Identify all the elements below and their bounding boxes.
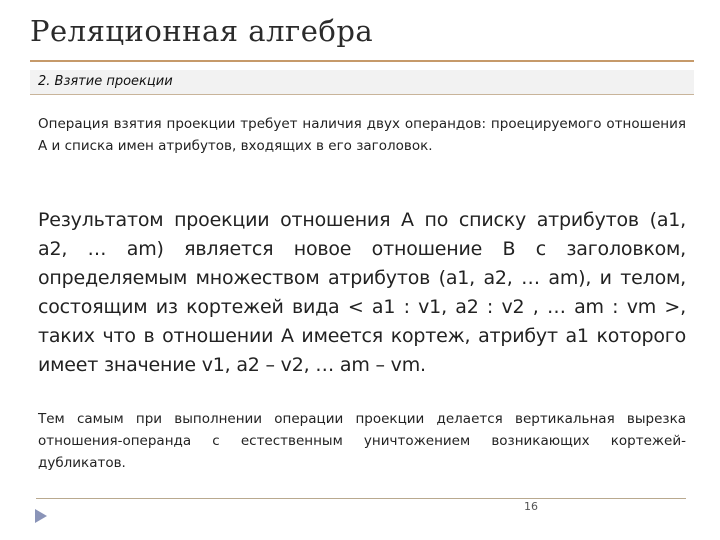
nav-triangle-icon <box>34 508 48 524</box>
paragraph-projection-result: Результатом проекции отношения A по списку атрибутов (a1, a2, … am) является новое отношение B с заголовком, определяемым множеством атрибутов (a1, a2, … am), и телом, состоящим из кортежей вида < a1 : v1, a2 : v2 , … am : vm >, таких что в отношении A имеется кортеж, атрибут a1 которого имеет значение v1, a2 – v2, … am – vm. <box>38 209 686 376</box>
paragraph-vertical-cut: Тем самым при выполнении операции проекции делается вертикальная вырезка отношения-операнда с естественным уничтожением возникающих кортежей-дубликатов. <box>38 411 686 471</box>
page-number: 16 <box>524 500 538 513</box>
section-heading: 2. Взятие проекции <box>38 74 173 89</box>
paragraph-operands: Операция взятия проекции требует наличия двух операндов: проецируемого отношения A и списка имен атрибутов, входящих в его заголовок. <box>38 116 686 154</box>
slide-title: Реляционная алгебра <box>30 14 374 48</box>
title-divider <box>30 60 694 62</box>
section-heading-box <box>30 70 694 95</box>
footer-divider <box>36 498 686 499</box>
